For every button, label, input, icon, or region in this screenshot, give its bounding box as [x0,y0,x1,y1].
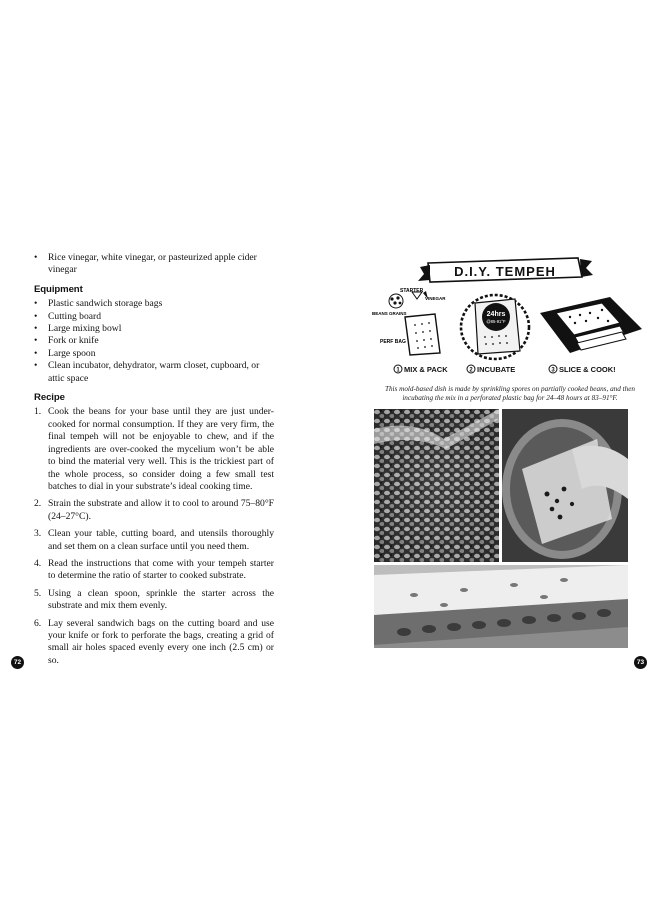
ingredient-item-vinegar: • Rice vinegar, white vinegar, or pasteurized apple cider vinegar [34,252,274,277]
step-number: 6. [34,617,42,629]
step-text: Cook the beans for your base until they are just under-cooked for normal consumption. If they are very firm, the final tempeh will not be enjoyable to chew, and if the ingredients are over-cooked the mycelium won’t be able to bind the material very well. This is the trickiest part of the whole process, so consider doing a few small test batches to dial in your substrate’s ideal cooking time. [48,406,274,492]
incubate-hours: 24hrs [486,311,506,318]
recipe-heading: Recipe [34,392,65,404]
step-number: 1. [34,406,42,418]
step-label-incubate: INCUBATE [477,365,516,374]
step-number: 4. [34,557,42,569]
equipment-heading: Equipment [34,283,83,295]
step-number: 2. [34,498,42,510]
equipment-list [34,298,274,385]
equipment-item: • Fork or knife [34,335,274,347]
step-number-2: 2 [469,367,473,374]
step-text: Lay several sandwich bags on the cutting board and use your knife or fork to perforate the bags, creating a grid of small air holes spaced evenly every one inch (2.5 cm) or so. [48,617,274,666]
page-number-left: 72 [11,656,24,669]
step-number-1: 1 [396,367,400,374]
recipe-step [34,618,274,668]
ingredient-list [34,252,274,277]
equipment-item: • Large spoon [34,348,274,360]
left-text-column [34,252,274,672]
label-starter: STARTER [400,288,424,294]
recipe-step [34,498,274,523]
step-text: Clean your table, cutting board, and utensils thoroughly and set them on a clean surface until you need them. [48,528,274,552]
recipe-step [34,588,274,613]
label-beans-grains: BEANS GRAINS [372,311,407,316]
photo-mixing-beans [374,409,499,562]
slice-cook-panel [540,297,642,353]
step-label-slice-cook: SLICE & COOK! [559,365,616,374]
figure-caption: This mold-based dish is made by sprinkling spores on partially cooked beans, and then incubating the mix in a perforated plastic bag for 24–48 hours at 83–91°F. [384,385,636,402]
step-labels [394,365,616,374]
step-number: 5. [34,587,42,599]
incubate-temp: @85-91°F [486,319,506,324]
step-text: Using a clean spoon, sprinkle the starter across the substrate and mix them evenly. [48,587,274,612]
photo-finished-tempeh [374,565,628,648]
label-perf-bag: PERF BAG [380,339,406,345]
title-banner [418,258,593,282]
page-number-right: 73 [634,656,647,669]
mix-pack-panel [372,288,446,355]
equipment-item: • Cutting board [34,311,274,323]
label-vinegar: VINEGAR [425,296,446,301]
equipment-item: • Clean incubator, dehydrator, warm closet, cupboard, or attic space [34,360,274,385]
photo-filling-bag [502,409,628,562]
equipment-item: • Large mixing bowl [34,323,274,335]
illustration-title: D.I.Y. TEMPEH [454,264,556,279]
step-label-mix-pack: MIX & PACK [404,365,448,374]
recipe-step [34,528,274,553]
step-number-3: 3 [551,367,555,374]
equipment-item: • Plastic sandwich storage bags [34,298,274,310]
right-page [330,0,660,900]
incubate-panel [461,295,529,359]
step-text: Read the instructions that come with your tempeh starter to determine the ratio of starter to cooked substrate. [48,557,274,582]
recipe-steps [34,406,274,667]
step-text: Strain the substrate and allow it to cool to around 75–80°F (24–27°C). [48,498,274,522]
recipe-step [34,558,274,583]
diy-tempeh-illustration [370,255,650,380]
recipe-step [34,406,274,493]
step-number: 3. [34,528,42,540]
